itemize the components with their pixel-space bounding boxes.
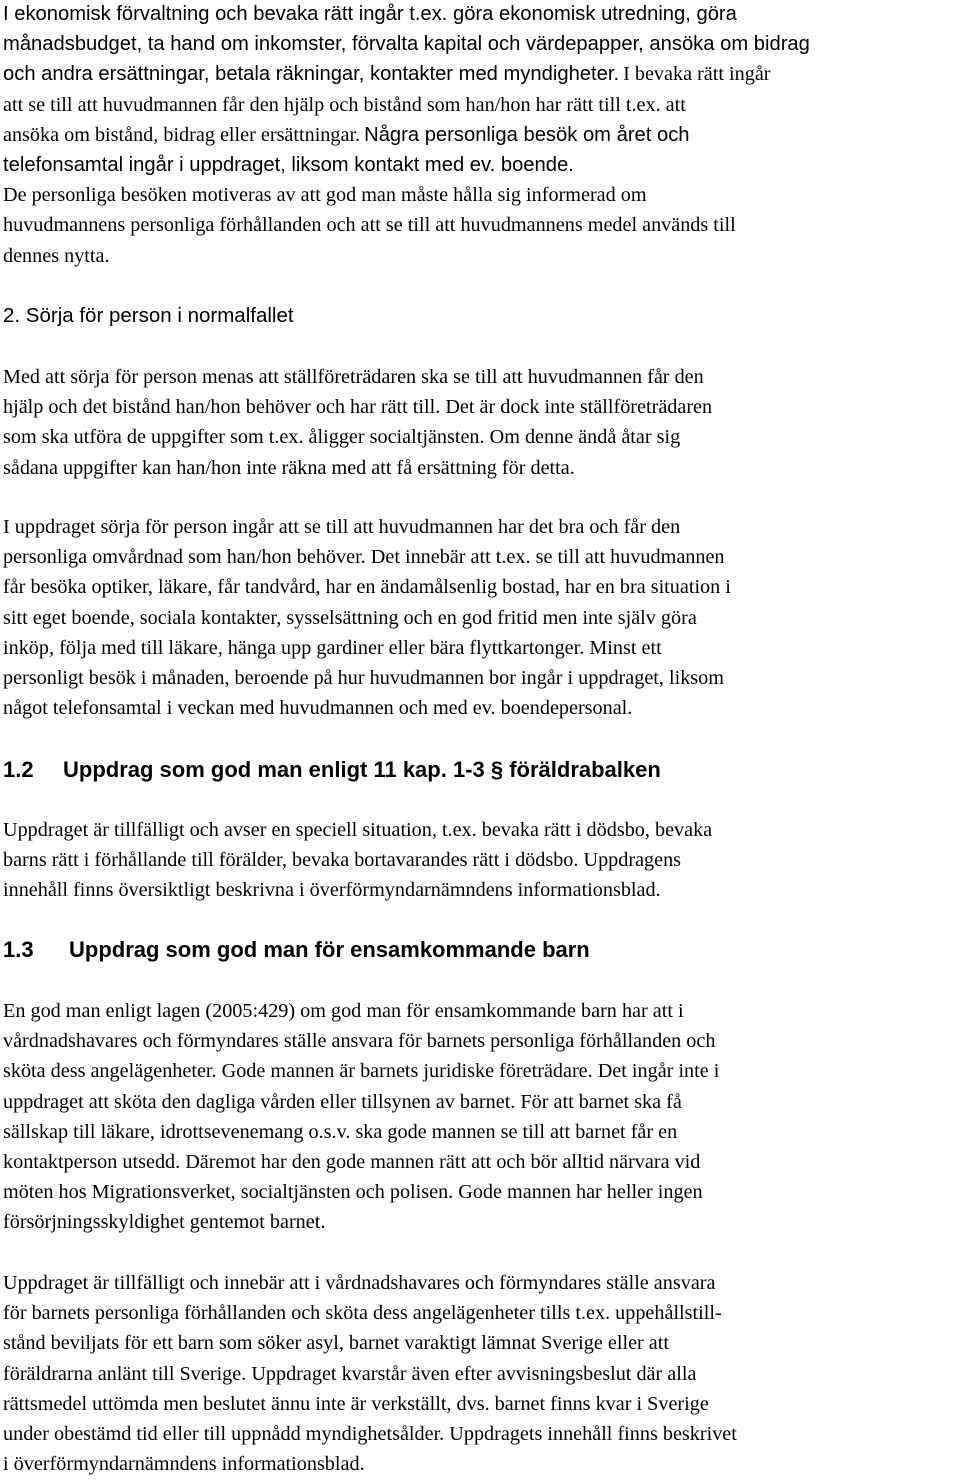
text-line: telefonsamtal ingår i uppdraget, liksom kontakt med ev. boende. bbox=[3, 154, 574, 177]
text-line: under obestämd tid eller till uppnådd myndighetsålder. Uppdragets innehåll finns beskrivet bbox=[3, 1423, 737, 1446]
heading-number: 1.2 bbox=[3, 757, 34, 782]
text-line: för barnets personliga förhållanden och sköta dess angelägenheter tills t.ex. uppehållstill- bbox=[3, 1302, 722, 1325]
text-line: personliga omvårdnad som han/hon behöver. Det innebär att t.ex. se till att huvudmannen bbox=[3, 546, 725, 569]
text-line: rättsmedel uttömda men beslutet ännu inte är verkställt, dvs. barnet finns kvar i Sverige bbox=[3, 1392, 709, 1415]
text-line: i överförmyndarnämndens informationsblad. bbox=[3, 1453, 365, 1476]
text-line: En god man enligt lagen (2005:429) om god man för ensamkommande barn har att i bbox=[3, 1000, 684, 1022]
text-line: något telefonsamtal i veckan med huvudmannen och med ev. boendepersonal. bbox=[3, 697, 633, 720]
text-line: månadsbudget, ta hand om inkomster, förvalta kapital och värdepapper, ansöka om bidrag bbox=[3, 33, 810, 56]
paragraph-uppdraget bbox=[3, 512, 731, 723]
heading-title: Uppdrag som god man för ensamkommande barn bbox=[69, 937, 590, 962]
text-line: De personliga besöken motiveras av att god man måste hålla sig informerad om bbox=[3, 184, 647, 207]
intro-paragraph bbox=[3, 0, 810, 271]
section-heading: 2. Sörja för person i normalfallet bbox=[3, 304, 294, 327]
text-line: möten hos Migrationsverket, socialtjänsten och polisen. Gode mannen har heller ingen bbox=[3, 1181, 703, 1204]
text-line: personligt besök i månaden, beroende på hur huvudmannen bor ingår i uppdraget, liksom bbox=[3, 667, 724, 690]
text-line: I ekonomisk förvaltning och bevaka rätt ingår t.ex. göra ekonomisk utredning, göra bbox=[3, 3, 737, 25]
text-line: får besöka optiker, läkare, får tandvård, har en ändamålsenlig bostad, har en bra situation i bbox=[3, 576, 731, 599]
text-line: barns rätt i förhållande till förälder, bevaka bortavarandes rätt i dödsbo. Uppdragens bbox=[3, 849, 682, 872]
text-line: huvudmannens personliga förhållanden och att se till att huvudmannens medel används till bbox=[3, 214, 736, 237]
text-line: sköta dess angelägenheter. Gode mannen är barnets juridiske företrädare. Det ingår inte i bbox=[3, 1060, 720, 1083]
paragraph-1-3b bbox=[3, 1268, 737, 1479]
text-line: Med att sörja för person menas att ställföreträdaren ska se till att huvudmannen får den bbox=[3, 366, 704, 388]
heading-number: 1.3 bbox=[3, 937, 34, 962]
text-line: Uppdraget är tillfälligt och avser en speciell situation, t.ex. bevaka rätt i dödsbo, bevaka bbox=[3, 819, 713, 841]
text-line: sällskap till läkare, idrottsevenemang o.s.v. ska gode mannen se till att barnet får en bbox=[3, 1120, 678, 1143]
text-line: Uppdraget är tillfälligt och innebär att i vårdnadshavares och förmyndares ställe ansvara bbox=[3, 1272, 716, 1294]
text-line: sådana uppgifter kan han/hon inte räkna med att få ersättning för detta. bbox=[3, 456, 575, 479]
heading-1-3 bbox=[3, 935, 590, 965]
text-line: hjälp och det bistånd han/hon behöver och har rätt till. Det är dock inte ställföreträdaren bbox=[3, 396, 713, 419]
paragraph-1-2 bbox=[3, 815, 712, 906]
text-line: I uppdraget sörja för person ingår att se till att huvudmannen har det bra och får den bbox=[3, 516, 681, 538]
heading-1-2 bbox=[3, 755, 661, 785]
text-line-mixed: ansöka om bistånd, bidrag eller ersättningar. Några personliga besök om året och bbox=[3, 123, 690, 146]
text-line: inköp, följa med till läkare, hänga upp gardiner eller bära flyttkartonger. Minst ett bbox=[3, 636, 662, 659]
text-line: vårdnadshavares och förmyndares ställe ansvara för barnets personliga förhållanden och bbox=[3, 1030, 716, 1053]
text-line: som ska utföra de uppgifter som t.ex. åligger socialtjänsten. Om denne ändå åtar sig bbox=[3, 426, 681, 449]
paragraph-sorja bbox=[3, 362, 712, 483]
text-line: kontaktperson utsedd. Däremot har den gode mannen rätt att och bör alltid närvara vid bbox=[3, 1151, 701, 1174]
text-line: försörjningsskyldighet gentemot barnet. bbox=[3, 1211, 326, 1234]
text-line: stånd beviljats för ett barn som söker asyl, barnet varaktigt lämnat Sverige eller att bbox=[3, 1332, 669, 1355]
text-line: uppdraget att sköta den dagliga vården eller tillsynen av barnet. För att barnet ska få bbox=[3, 1090, 682, 1113]
text-line: innehåll finns översiktligt beskrivna i överförmyndarnämndens informationsblad. bbox=[3, 879, 661, 902]
text-line: sitt eget boende, sociala kontakter, sysselsättning och en god fritid men inte själv göra bbox=[3, 606, 697, 629]
paragraph-1-3a bbox=[3, 996, 719, 1238]
text-line-mixed: och andra ersättningar, betala räkningar, kontakter med myndigheter. I bevaka rätt ingår bbox=[3, 63, 771, 86]
heading-title: Uppdrag som god man enligt 11 kap. 1-3 § föräldrabalken bbox=[63, 757, 661, 782]
text-line: dennes nytta. bbox=[3, 244, 110, 267]
text-line: föräldrarna anlänt till Sverige. Uppdraget kvarstår även efter avvisningsbeslut där alla bbox=[3, 1362, 697, 1385]
text-line: att se till att huvudmannen får den hjälp och bistånd som han/hon har rätt till t.ex. att bbox=[3, 93, 686, 116]
